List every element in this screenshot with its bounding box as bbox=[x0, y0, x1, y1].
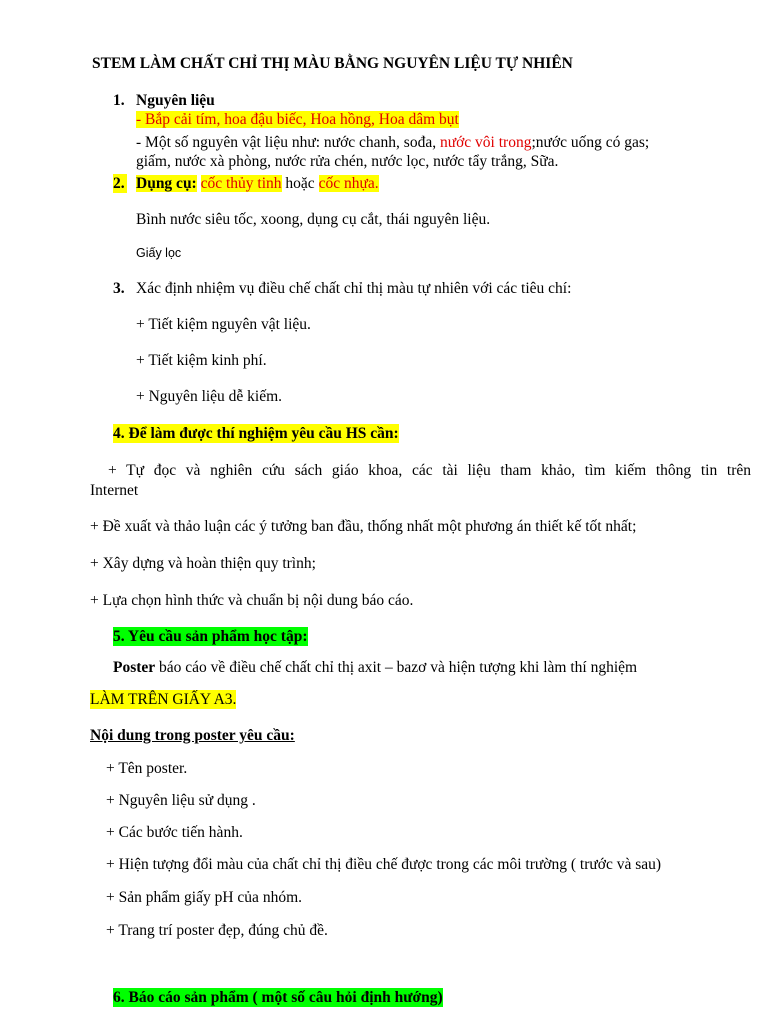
section1-line3: giấm, nước xà phòng, nước rửa chén, nước lọc, nước tẩy trắng, Sữa. bbox=[136, 153, 559, 170]
section2-number: 2. bbox=[113, 175, 125, 192]
poster-requirement-item: + Hiện tượng đổi màu của chất chỉ thị điều chế được trong các môi trường ( trước và sau) bbox=[106, 856, 662, 873]
poster-requirement-item: + Nguyên liệu sử dụng . bbox=[106, 792, 256, 809]
section4-item: + Lựa chọn hình thức và chuẩn bị nội dung báo cáo. bbox=[90, 592, 414, 609]
a3-instruction: LÀM TRÊN GIẤY A3. bbox=[90, 691, 237, 708]
tool-glass-cup: cốc thủy tinh bbox=[200, 175, 282, 192]
tool-plastic-cup: cốc nhựa. bbox=[318, 175, 379, 192]
section2-connector: hoặc bbox=[281, 175, 319, 192]
section4-para1-line1: + Tự đọc và nghiên cứu sách giáo khoa, các tài liệu tham khảo, tìm kiếm thông tin trên bbox=[108, 462, 751, 479]
section1-materials-line bbox=[136, 110, 459, 129]
section2-line3: Giấy lọc bbox=[136, 246, 182, 260]
section1-line2-text: - Một số nguyên vật liệu như: nước chanh, sođa, bbox=[136, 134, 440, 151]
section5-heading: 5. Yêu cầu sản phẩm học tập: bbox=[113, 628, 308, 645]
section6-heading: 6. Báo cáo sản phẩm ( một số câu hỏi định hướng) bbox=[113, 989, 443, 1006]
section3-item: + Tiết kiệm kinh phí. bbox=[136, 352, 267, 369]
highlighted-materials: - Bắp cải tím, hoa đậu biếc, Hoa hồng, Hoa dâm bụt bbox=[136, 111, 459, 128]
section1-line2 bbox=[136, 133, 649, 152]
section3-text: Xác định nhiệm vụ điều chế chất chỉ thị màu tự nhiên với các tiêu chí: bbox=[136, 280, 572, 297]
poster-requirement-item: + Tên poster. bbox=[106, 760, 188, 777]
section4-item: + Đề xuất và thảo luận các ý tưởng ban đầu, thống nhất một phương án thiết kế tốt nhất; bbox=[90, 518, 637, 535]
poster-requirement-item: + Sản phẩm giấy pH của nhóm. bbox=[106, 889, 302, 906]
section4-item: + Xây dựng và hoàn thiện quy trình; bbox=[90, 555, 316, 572]
section2-line2: Bình nước siêu tốc, xoong, dụng cụ cắt, thái nguyên liệu. bbox=[136, 211, 491, 228]
poster-requirement-item: + Trang trí poster đẹp, đúng chủ đề. bbox=[106, 922, 328, 939]
section4-heading: 4. Để làm được thí nghiệm yêu cầu HS cần: bbox=[113, 425, 399, 442]
section1-line2-end: ;nước uống có gas; bbox=[531, 134, 650, 151]
section2-line1 bbox=[136, 174, 379, 193]
section2-heading: Dụng cụ: bbox=[136, 175, 197, 192]
section1-number: 1. bbox=[113, 92, 125, 109]
section3-item: + Nguyên liệu dễ kiếm. bbox=[136, 388, 283, 405]
poster-content-heading: Nội dung trong poster yêu cầu: bbox=[90, 727, 295, 744]
section5-poster-line bbox=[113, 658, 637, 677]
poster-description: báo cáo về điều chế chất chỉ thị axit – bazơ và hiện tượng khi làm thí nghiệm bbox=[155, 659, 638, 676]
poster-word: Poster bbox=[113, 659, 156, 676]
section1-heading: Nguyên liệu bbox=[136, 92, 215, 109]
red-term: nước vôi trong bbox=[439, 134, 532, 151]
poster-requirement-item: + Các bước tiến hành. bbox=[106, 824, 243, 841]
document-title: STEM LÀM CHẤT CHỈ THỊ MÀU BẰNG NGUYÊN LIỆU TỰ NHIÊN bbox=[92, 55, 573, 72]
section3-item: + Tiết kiệm nguyên vật liệu. bbox=[136, 316, 311, 333]
section4-para1-line2: Internet bbox=[90, 482, 139, 499]
section3-number: 3. bbox=[113, 280, 125, 297]
